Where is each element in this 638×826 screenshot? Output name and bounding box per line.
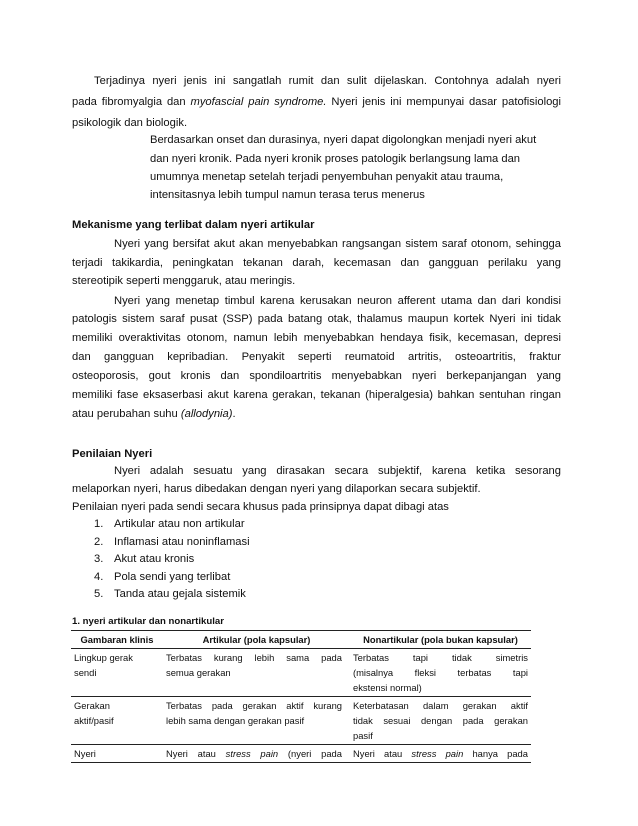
s1p2-line7-a: atau perubahan suhu [72,408,181,420]
cell-line: lebih sama dengan gerakan pasif [166,715,305,726]
table-cell [350,649,531,697]
cell-line: aktif/pasif [74,715,114,726]
para1-line3: psikologik dan biologik. [72,117,188,129]
table-title: 1. nyeri artikular dan nonartikular [72,616,224,627]
list-item-number: 3. [94,553,104,565]
table-row [71,649,531,697]
list-item: Inflamasi atau noninflamasi [114,536,250,548]
list-item-number: 5. [94,588,104,600]
table-header-cell: Artikular (pola kapsular) [163,631,350,649]
table-cell [163,697,350,745]
list-item-number: 2. [94,536,104,548]
cell-line: (misalnya fleksi terbatas tapi [353,667,528,678]
s2p1-line2: melaporkan nyeri, harus dibedakan dengan nyeri yang dilaporkan secara subjektif. [72,483,481,495]
table-row [71,745,531,763]
s2p2: Penilaian nyeri pada sendi secara khusus pada prinsipnya dapat dibagi atas [72,501,449,513]
table-row [71,697,531,745]
table-cell [163,649,350,697]
cell-line: Gerakan [74,700,110,711]
table-header-row [71,631,531,649]
indent-line-3: umumnya menetap setelah terjadi penyembuhan penyakit atau trauma, [150,171,504,183]
table-cell [71,649,163,697]
s1p2-line6: memiliki fase eksaserbasi akut karena gerakan, tekanan (hiperalgesia) bahkan sentuhan ringan [72,389,561,401]
s1p2-line2: patologis sistem saraf pusat (SSP) pada batang otak, thalamus maupun kortek Nyeri ini tidak [72,313,561,325]
cell-text: Nyeri atau [353,748,412,759]
s1p1-line1: Nyeri yang bersifat akut akan menyebabkan rangsangan sistem saraf otonom, sehingga [114,238,561,250]
indent-line-1: Berdasarkan onset dan durasinya, nyeri dapat digolongkan menjadi nyeri akut [150,134,537,146]
table-cell [71,745,163,763]
table-header-cell: Gambaran klinis [71,631,163,649]
table-cell [350,697,531,745]
cell-text: hanya pada [463,748,528,759]
cell-line: Nyeri [74,748,96,759]
s1p2-line4: dan gangguan kepribadian. Penyakit seperti reumatoid artritis, osteoartritis, fraktur [72,351,561,363]
s1p1-line3: stereotipik seperti menggaruk, atau meringis. [72,275,296,287]
cell-line: pasif [353,730,373,741]
cell-text-em: stress pain [225,748,279,759]
para1-line2-a: pada fibromyalgia dan [72,96,191,108]
s1p2-line3: memiliki overaktivitas otonom, namun lebih menyebabkan hendaya fisik, kecemasan, depresi [72,332,561,344]
s1p2-line7-b: . [232,408,236,420]
cell-text: Nyeri atau [166,748,226,759]
section2-heading: Penilaian Nyeri [72,448,153,460]
cell-line [353,746,528,761]
para1-line2-b: Nyeri jenis ini mempunyai dasar patofisiologi [326,96,561,108]
cell-text: (nyeri pada [278,748,342,759]
table-header-cell: Nonartikular (pola bukan kapsular) [350,631,531,649]
list-item-number: 4. [94,571,104,583]
table-cell [71,697,163,745]
list-item: Akut atau kronis [114,553,195,565]
list-item-number: 1. [94,518,104,530]
cell-line: semua gerakan [166,667,231,678]
s2p1-line1: Nyeri adalah sesuatu yang dirasakan secara subjektif, karena ketika sesorang [114,465,561,477]
para1-line1: Terjadinya nyeri jenis ini sangatlah rumit dan sulit dijelaskan. Contohnya adalah nyeri [94,75,561,87]
section1-heading: Mekanisme yang terlibat dalam nyeri artikular [72,219,315,231]
indent-line-2: dan nyeri kronik. Pada nyeri kronik proses patologik berlangsung lama dan [150,153,521,165]
table-cell [350,745,531,763]
s1p2-line5: osteoporosis, gout kronis dan spondiloartritis menyebabkan nyeri berkepanjangan yang [72,370,561,382]
cell-line: tidak sesuai dengan pada gerakan [353,715,528,726]
s1p2-line7-em: (allodynia) [180,408,233,420]
cell-line: sendi [74,667,97,678]
cell-line: Terbatas tapi tidak simetris [353,652,528,663]
indent-line-4: intensitasnya lebih tumpul namun terasa terus menerus [150,189,425,201]
table-cell [163,745,350,763]
list-item: Tanda atau gejala sistemik [114,588,246,600]
list-item: Pola sendi yang terlibat [114,571,231,583]
cell-line: Lingkup gerak [74,652,133,663]
cell-line: Terbatas kurang lebih sama pada [166,652,342,663]
cell-line [166,746,342,761]
cell-line: Terbatas pada gerakan aktif kurang [166,700,342,711]
s1p2-line7 [72,406,236,423]
s1p1-line2: terjadi takikardia, peningkatan tekanan darah, kecemasan dan gangguan perilaku yang [72,257,561,269]
cell-line: ekstensi normal) [353,682,422,693]
comparison-table [71,630,531,763]
cell-text-em: stress pain [411,748,464,759]
para1-line2 [72,94,561,111]
cell-line: Keterbatasan dalam gerakan aktif [353,700,528,711]
list-item: Artikular atau non artikular [114,518,245,530]
para1-line2-em: myofascial pain syndrome. [190,96,327,108]
s1p2-line1: Nyeri yang menetap timbul karena kerusakan neuron afferent utama dan dari kondisi [114,295,561,307]
